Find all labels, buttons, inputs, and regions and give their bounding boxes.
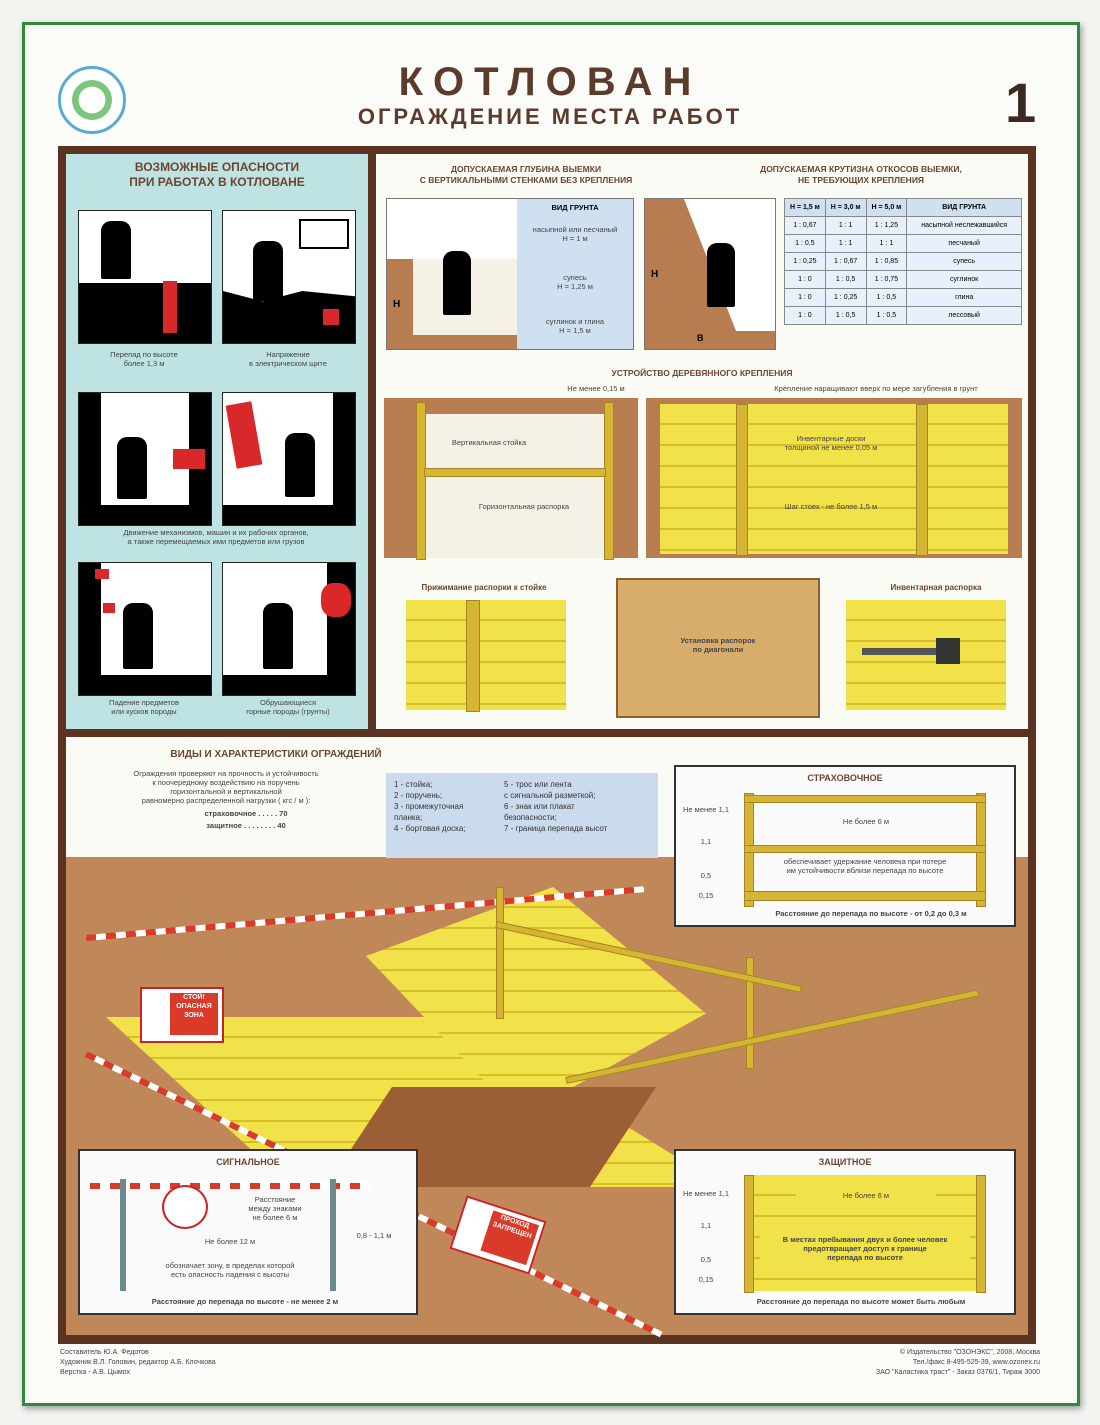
slope-head-4: ВИД ГРУНТА	[907, 199, 1022, 217]
depth-row-1: насыпной или песчаный Н = 1 м	[532, 225, 618, 243]
slope-cell: 1 : 0	[785, 289, 826, 307]
protect-fence-box	[674, 1149, 1016, 1315]
legend-item-5: 5 - трос или лента с сигнальной разметкой;	[504, 780, 596, 800]
types-title: ВИДЫ И ХАРАКТЕРИСТИКИ ОГРАЖДЕНИЙ	[170, 749, 382, 760]
slope-head-1: Н = 1,5 м	[785, 199, 826, 217]
slope-cell: глина	[907, 289, 1022, 307]
protect-distance: Расстояние до перепада по высоте может быть любым	[756, 1297, 966, 1306]
slope-head-3: Н = 5,0 м	[866, 199, 907, 217]
credit-line: Составитель Ю.А. Федотов	[60, 1349, 149, 1356]
slope-cell: песчаный	[907, 235, 1022, 253]
slope-h-label: Н	[651, 269, 659, 280]
legend-item-3: 3 - промежуточная планка;	[394, 802, 464, 822]
safety-height: Не менее 1,1	[683, 805, 729, 814]
signal-fence-title: СИГНАЛЬНОЕ	[216, 1157, 280, 1167]
hazard-caption-2: Напряжение в электрическом щите	[249, 350, 327, 368]
protect-d2: 0,5	[700, 1255, 712, 1264]
legend-right	[504, 779, 607, 834]
signal-text: Расстояние между знаками не более 6 м	[248, 1195, 302, 1222]
credit-line: Художник В.Л. Головин, редактор А.Б. Клочкова	[60, 1359, 216, 1366]
shoring-strut-label: Горизонтальная распорка	[478, 502, 570, 511]
stop-sign	[140, 987, 224, 1043]
depth-title: ДОПУСКАЕМАЯ ГЛУБИНА ВЫЕМКИ С ВЕРТИКАЛЬНЫМИ СТЕНКАМИ БЕЗ КРЕПЛЕНИЯ	[419, 164, 633, 185]
poster-title: КОТЛОВАН	[398, 60, 702, 104]
content-board	[58, 146, 1036, 1344]
protect-fence-title: ЗАЩИТНОЕ	[818, 1157, 872, 1167]
stop-sign-text: СТОЙ! ОПАСНАЯ ЗОНА	[170, 993, 218, 1035]
types-load-protect: защитное . . . . . . . . 40	[206, 821, 286, 830]
shoring-title: УСТРОЙСТВО ДЕРЕВЯННОГО КРЕПЛЕНИЯ	[611, 368, 793, 378]
excavation-rules-panel	[376, 154, 1028, 729]
fix-picture	[406, 600, 566, 710]
hazard-falling-picture	[78, 562, 212, 696]
slope-cell: 1 : 0,5	[785, 235, 826, 253]
signal-length: Не более 12 м	[204, 1237, 256, 1246]
slope-cell: 1 : 0,75	[866, 271, 907, 289]
slope-cell: суглинок	[907, 271, 1022, 289]
hazard-electric-picture	[222, 210, 356, 344]
shoring-elevation	[646, 398, 1022, 558]
protect-length: Не более 6 м	[796, 1191, 936, 1200]
no-pass-sign-text: ПРОХОД ЗАПРЕЩЕН	[480, 1210, 539, 1265]
legend-left	[394, 779, 466, 834]
slope-cell: 1 : 0,67	[825, 253, 866, 271]
shoring-min-top: Не менее 0,15 м	[567, 384, 625, 393]
slope-cell: 1 : 1,25	[866, 217, 907, 235]
depth-h-label: Н	[393, 299, 401, 310]
legend-item-2: 2 - поручень;	[394, 791, 443, 800]
inventory-title: Инвентарная распорка	[890, 583, 982, 592]
prohibition-icon	[162, 1185, 208, 1229]
slope-cell: 1 : 0,67	[785, 217, 826, 235]
legend-item-6: 6 - знак или плакат безопасности;	[504, 802, 575, 822]
inventory-picture	[846, 600, 1006, 710]
legend-item-1: 1 - стойка;	[394, 780, 433, 789]
hazard-caption-3: Движение механизмов, машин и их рабочих органов, а также перемещаемых ими предметов или грузов	[123, 528, 309, 546]
safety-length: Не более 6 м	[842, 817, 890, 826]
footer-publisher	[850, 1348, 1040, 1378]
hazard-drop-picture	[78, 210, 212, 344]
safety-d1: 1,1	[700, 837, 712, 846]
slope-title: ДОПУСКАЕМАЯ КРУТИЗНА ОТКОСОВ ВЫЕМКИ, НЕ ТРЕБУЮЩИХ КРЕПЛЕНИЯ	[760, 164, 962, 185]
signal-fence-box	[78, 1149, 418, 1315]
depth-row-2: супесь Н = 1,25 м	[557, 273, 593, 291]
depth-row-3: суглинок и глина Н = 1,5 м	[545, 317, 605, 335]
safety-note: обеспечивает удержание человека при потере им устойчивости вблизи перепада по высоте	[760, 857, 970, 875]
depth-col-head: ВИД ГРУНТА	[551, 203, 599, 212]
types-text: Ограждения проверяют на прочность и устойчивость к поочередному воздействию на поручень горизонтальной и вертикальной равномерно распределенной нагрузки ( кгс / м ):	[133, 769, 319, 805]
safety-distance: Расстояние до перепада по высоте - от 0,2 до 0,3 м	[775, 909, 967, 918]
shoring-boards-label: Инвентарные доски толщиной не менее 0,05 м	[784, 434, 878, 452]
safety-d2: 0,5	[700, 871, 712, 880]
depth-diagram	[386, 198, 634, 350]
protect-note: В местах пребывания двух и более человек предотвращает доступ к границе перепада по высоте	[760, 1235, 970, 1262]
poster-subtitle: ОГРАЖДЕНИЕ МЕСТА РАБОТ	[357, 104, 743, 129]
safety-d3: 0,15	[698, 891, 714, 900]
footer-credits	[60, 1348, 216, 1378]
diagonal-picture	[616, 578, 820, 718]
hazards-title: ВОЗМОЖНЫЕ ОПАСНОСТИ ПРИ РАБОТАХ В КОТЛОВАНЕ	[129, 160, 305, 189]
protect-height: Не менее 1,1	[683, 1189, 729, 1198]
safety-fence-title: СТРАХОВОЧНОЕ	[807, 773, 883, 783]
hazard-collapse-picture	[222, 562, 356, 696]
slope-cell: 1 : 1	[825, 217, 866, 235]
shoring-spacing-label: Шаг стоек - не более 1,5 м	[784, 502, 878, 511]
shoring-post-label: Вертикальная стойка	[451, 438, 527, 447]
protect-d1: 1,1	[700, 1221, 712, 1230]
types-load-safety: страховочное . . . . . 70	[204, 809, 288, 818]
shoring-section	[384, 398, 638, 558]
slope-cell: 1 : 1	[866, 235, 907, 253]
shoring-extend-note: Крепление наращивают вверх по мере загубления в грунт	[774, 384, 978, 393]
slope-cell: супесь	[907, 253, 1022, 271]
safety-fence-box	[674, 765, 1016, 927]
slope-cell: 1 : 0	[785, 271, 826, 289]
slope-cell: 1 : 0,25	[785, 253, 826, 271]
hazard-crane-picture	[78, 392, 212, 526]
signal-distance: Расстояние до перепада по высоте - не менее 2 м	[151, 1297, 339, 1306]
publisher-line: Тел./факс 8-495-525-39, www.ozonex.ru	[912, 1359, 1040, 1366]
signal-note: обозначает зону, в пределах которой есть опасность падения с высоты	[165, 1261, 295, 1279]
fix-title: Прижимание распорки к стойке	[421, 583, 547, 592]
publisher-line: © Издательство "ОЗОНЭКС", 2008, Москва	[899, 1349, 1040, 1356]
slope-cell: 1 : 0,5	[825, 271, 866, 289]
hazards-panel	[66, 154, 368, 729]
protect-d3: 0,15	[698, 1275, 714, 1284]
slope-diagram	[644, 198, 776, 350]
legend-item-7: 7 - граница перепада высот	[504, 824, 608, 833]
slope-cell: насыпной неслежавшийся	[907, 217, 1022, 235]
slope-head-2: Н = 3,0 м	[825, 199, 866, 217]
credit-line: Верстка - А.В. Цымох	[60, 1369, 130, 1376]
legend-item-4: 4 - бортовая доска;	[394, 824, 466, 833]
slope-cell: 1 : 0,25	[825, 289, 866, 307]
poster-number: 1	[1005, 71, 1037, 134]
fencing-panel	[66, 737, 1028, 1335]
hazard-caption-4: Падение предметов или кусков породы	[109, 698, 179, 716]
hazard-caption-5: Обрушающиеся горные породы (грунты)	[246, 698, 330, 716]
no-pass-sign	[449, 1195, 546, 1274]
publisher-line: ЗАО "Каластика траст" - Заказ 0376/1, Тираж 3000	[875, 1369, 1040, 1376]
legend-box	[386, 773, 658, 858]
slope-cell: 1 : 0	[785, 307, 826, 325]
slope-table	[784, 198, 1022, 325]
signal-height: 0,8 - 1,1 м	[356, 1231, 392, 1240]
slope-cell: 1 : 1	[825, 235, 866, 253]
slope-cell: 1 : 0,5	[825, 307, 866, 325]
diagonal-label: Установка распорок по диагонали	[680, 636, 756, 654]
hazard-caption-1: Перепад по высоте более 1,3 м	[110, 350, 178, 368]
slope-cell: 1 : 0,5	[866, 289, 907, 307]
slope-cell: 1 : 0,85	[866, 253, 907, 271]
slope-cell: лессовый	[907, 307, 1022, 325]
hazard-excavator-picture	[222, 392, 356, 526]
slope-b-label: В	[697, 333, 704, 343]
slope-cell: 1 : 0,5	[866, 307, 907, 325]
